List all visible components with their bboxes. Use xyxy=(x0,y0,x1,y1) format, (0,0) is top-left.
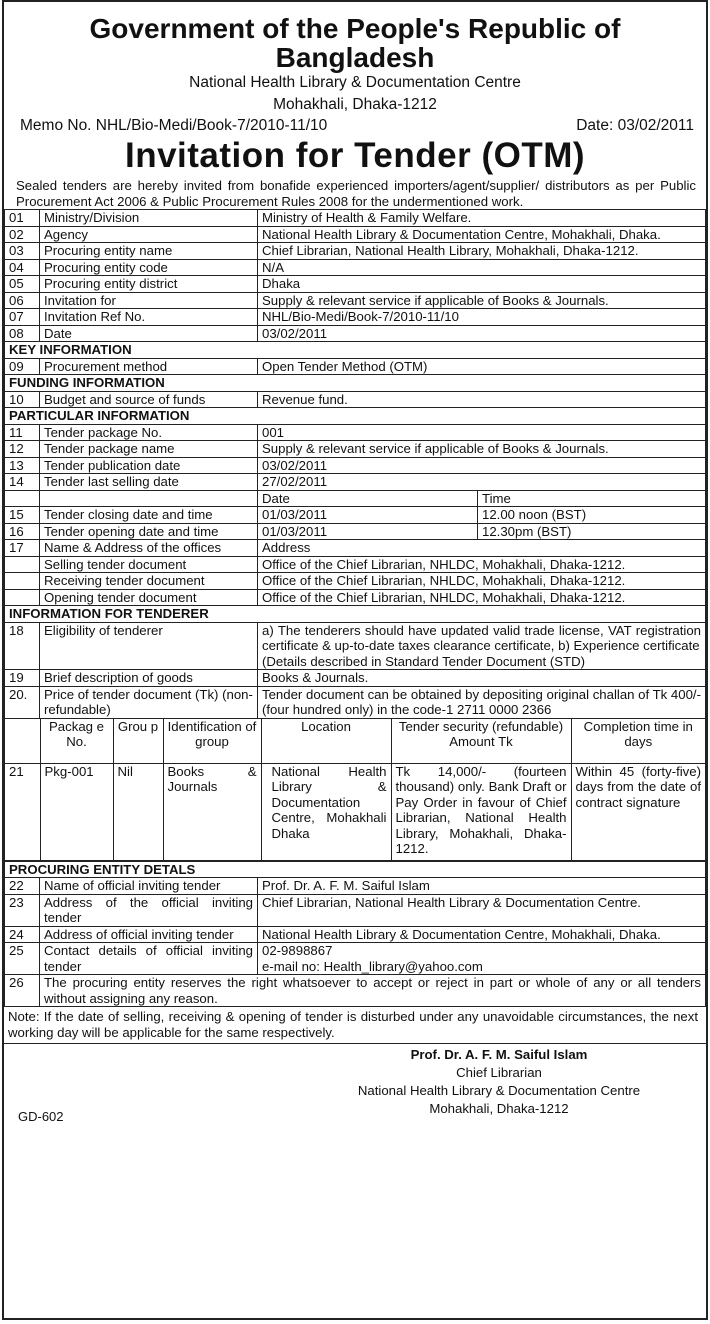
table-row: 10 Budget and source of funds Revenue fund. xyxy=(5,391,706,408)
memo-date: Date: 03/02/2011 xyxy=(576,117,694,134)
header xyxy=(4,2,706,116)
table-row: 20. Price of tender document (Tk) (non- refundable) Tender document can be obtained by depositing original challan of Tk 400/- (four hundred only) in the code-1 2711 0000 2366 xyxy=(5,686,706,718)
section-key: KEY INFORMATION xyxy=(5,342,706,359)
table-row: 26 The procuring entity reserves the right whatsoever to accept or reject in part or whole of any or all tenders without assigning any reason. xyxy=(5,975,706,1007)
table-row: 17 Name & Address of the offices Address xyxy=(5,540,706,557)
org-name: National Health Library & Documentation Centre xyxy=(189,74,521,91)
table-row: 13 Tender publication date 03/02/2011 xyxy=(5,457,706,474)
table-row: 15 Tender closing date and time 01/03/2011 12.00 noon (BST) xyxy=(5,507,706,524)
table-row: 22 Name of official inviting tender Prof. Dr. A. F. M. Saiful Islam xyxy=(5,878,706,895)
section-particular: PARTICULAR INFORMATION xyxy=(5,408,706,425)
table-row: 25 Contact details of official inviting tender 02-9898867 e-mail no: Health_library@yahoo.com xyxy=(5,943,706,975)
signature-block xyxy=(4,1044,706,1134)
table-row: 07 Invitation Ref No. NHL/Bio-Medi/Book-7/2010-11/10 xyxy=(5,309,706,326)
section-procuring: PROCURING ENTITY DETALS xyxy=(5,861,706,878)
signer-address: Mohakhali, Dhaka-1212 xyxy=(429,1101,569,1116)
office-row: Opening tender document Office of the Chief Librarian, NHLDC, Mohakhali, Dhaka-1212. xyxy=(5,589,706,606)
note: Note: If the date of selling, receiving & opening of tender is disturbed under any unavoidable circumstances, the next working day will be applicable for the same respectively. xyxy=(4,1007,706,1044)
page-title: Invitation for Tender (OTM) xyxy=(124,136,586,175)
section-tenderer: INFORMATION FOR TENDERER xyxy=(5,606,706,623)
gov-title-line1: Government of the People's Republic of xyxy=(89,13,621,44)
memo-number: Memo No. NHL/Bio-Medi/Book-7/2010-11/10 xyxy=(20,117,328,134)
table-row: Date Time xyxy=(5,490,706,507)
tender-notice xyxy=(2,0,708,1320)
table-row: 08 Date 03/02/2011 xyxy=(5,325,706,342)
table-row: 03 Procuring entity name Chief Librarian, National Health Library, Mohakhali, Dhaka-1212. xyxy=(5,243,706,260)
tender-table xyxy=(4,209,706,1007)
signer-org: National Health Library & Documentation Centre xyxy=(357,1083,641,1098)
table-row: 12 Tender package name Supply & relevant service if applicable of Books & Journals. xyxy=(5,441,706,458)
signer-name: Prof. Dr. A. F. M. Saiful Islam xyxy=(410,1047,588,1062)
table-row: 04 Procuring entity code N/A xyxy=(5,259,706,276)
package-row: 21 Pkg-001 Nil Books & Journals National Health Library & Documentation Centre, Mohakhali Dhaka Tk 14,000/- (fourteen thousand) only. Bank Draft or Pay Order in favour of Chief Librarian, National Health Library, Mohakhali, Dhaka-1212. Within 45 (forty-five) days from the date of contract signature xyxy=(5,763,705,860)
org-address: Mohakhali, Dhaka-1212 xyxy=(273,96,437,113)
gd-code: GD-602 xyxy=(18,1109,64,1124)
table-row: 24 Address of official inviting tender National Health Library & Documentation Centre, Mohakhali, Dhaka. xyxy=(5,926,706,943)
package-table xyxy=(5,719,705,861)
table-row: 14 Tender last selling date 27/02/2011 xyxy=(5,474,706,491)
table-row: 09 Procurement method Open Tender Method (OTM) xyxy=(5,358,706,375)
intro-text: Sealed tenders are hereby invited from bonafide experienced importers/agent/supplier/ distributors as per Public Procurement Act 2006 & Public Procurement Rules 2008 for the undermentioned work. xyxy=(16,178,696,209)
gov-title-line2: Bangladesh xyxy=(275,42,435,73)
section-funding: FUNDING INFORMATION xyxy=(5,375,706,392)
table-row: 16 Tender opening date and time 01/03/2011 12.30pm (BST) xyxy=(5,523,706,540)
office-row: Selling tender document Office of the Chief Librarian, NHLDC, Mohakhali, Dhaka-1212. xyxy=(5,556,706,573)
table-row: 11 Tender package No. 001 xyxy=(5,424,706,441)
table-row: 02 Agency National Health Library & Documentation Centre, Mohakhali, Dhaka. xyxy=(5,226,706,243)
signer-title: Chief Librarian xyxy=(456,1065,542,1080)
table-row: 19 Brief description of goods Books & Journals. xyxy=(5,670,706,687)
package-block xyxy=(5,718,706,861)
table-row: 01 Ministry/Division Ministry of Health & Family Welfare. xyxy=(5,210,706,227)
table-row: 23 Address of the official inviting tender Chief Librarian, National Health Library & Documentation Centre. xyxy=(5,894,706,926)
table-row: 06 Invitation for Supply & relevant service if applicable of Books & Journals. xyxy=(5,292,706,309)
table-row: 18 Eligibility of tenderer a) The tenderers should have updated valid trade license, VAT registration certificate & up-to-date taxes clearance certificate, b) Experience certificate (Details described in Standard Tender Document (STD) xyxy=(5,622,706,670)
office-row: Receiving tender document Office of the Chief Librarian, NHLDC, Mohakhali, Dhaka-1212. xyxy=(5,573,706,590)
table-row: 05 Procuring entity district Dhaka xyxy=(5,276,706,293)
memo-line xyxy=(4,116,706,136)
package-header: Packag e No. Grou p Identification of group Location Tender security (refundable) Amount Tk Completion time in days xyxy=(5,719,705,764)
